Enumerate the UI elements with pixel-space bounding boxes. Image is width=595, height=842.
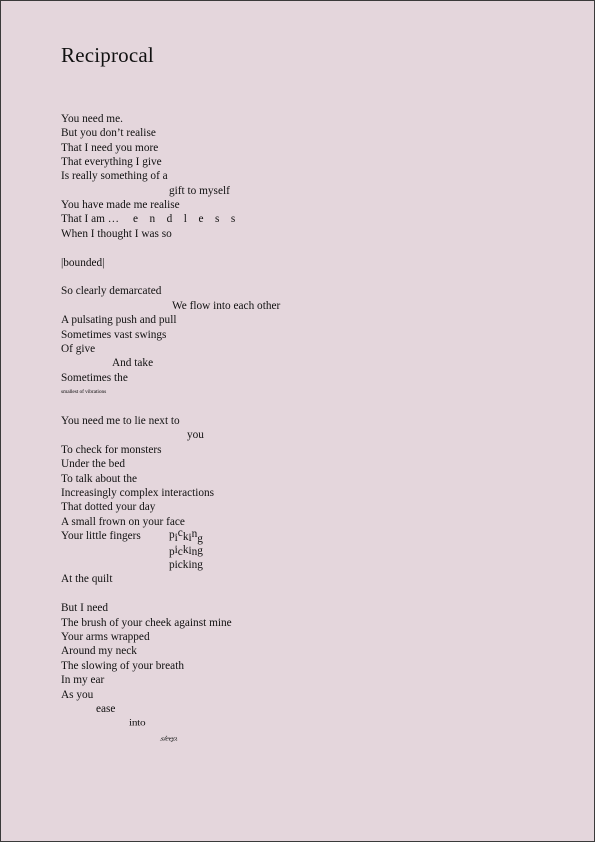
poem-word-picking-jitter: picking [169, 544, 203, 558]
poem-line: That everything I give [61, 156, 162, 168]
poem-line: In my ear [61, 674, 105, 686]
poem-line: So clearly demarcated [61, 285, 162, 297]
poem-line: Of give [61, 343, 96, 355]
poem-line: The slowing of your breath [61, 660, 184, 672]
poem-line: And take [112, 357, 154, 369]
poem-line: |bounded| [61, 257, 105, 269]
poem-line: Sometimes the [61, 372, 128, 384]
poem-title: Reciprocal [61, 43, 154, 67]
poem-word-into: into [129, 717, 146, 729]
poem-word-picking: picking [169, 559, 203, 571]
poem-line: To talk about the [61, 473, 138, 485]
poem-line: But you don’t realise [61, 127, 156, 139]
poem-line: Increasingly complex interactions [61, 487, 215, 499]
poem-line: Sometimes vast swings [61, 329, 167, 341]
poem-line: That I need you more [61, 142, 159, 154]
poem-line: To check for monsters [61, 444, 162, 456]
poem-word-picking-wavy: picking [169, 527, 203, 545]
poem-line: You have made me realise [61, 199, 180, 211]
poem-line: Your arms wrapped [61, 631, 150, 643]
poem-line: That dotted your day [61, 501, 156, 513]
poem-line: Under the bed [61, 458, 125, 470]
poem-line: A pulsating push and pull [61, 314, 177, 326]
poem-line: That I am … [61, 213, 120, 225]
poem-line: A small frown on your face [61, 516, 185, 528]
poem-line: At the quilt [61, 573, 113, 585]
poem-word-sleep: sleep. [158, 734, 182, 742]
poem-line: Your little fingers [61, 530, 141, 542]
poem-word-ease: ease [96, 703, 116, 715]
poem-line: gift to myself [169, 185, 230, 197]
poem-word-endless: endless [133, 213, 247, 225]
poem-line: As you [61, 689, 94, 701]
poem-line: you [187, 429, 204, 441]
poem-line: Is really something of a [61, 170, 168, 182]
poem-line: We flow into each other [172, 300, 281, 312]
poem-line: You need me to lie next to [61, 415, 180, 427]
poem-line: The brush of your cheek against mine [61, 617, 232, 629]
poem-line: You need me. [61, 113, 123, 125]
poem-line: But I need [61, 602, 109, 614]
poem-line-tiny: smallest of vibrations [61, 389, 107, 395]
poem-line: When I thought I was so [61, 228, 172, 240]
poem-line: Around my neck [61, 645, 137, 657]
